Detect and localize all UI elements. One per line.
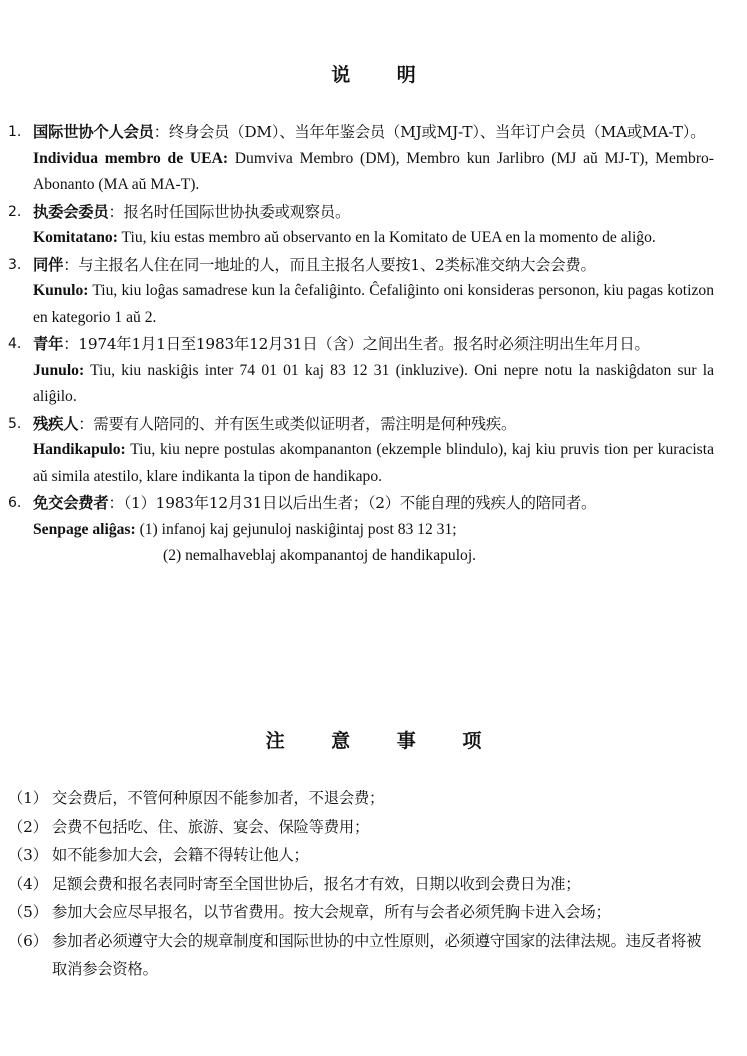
chinese-term: 国际世协个人会员: [33, 123, 154, 141]
chinese-text: ：与主报名人住在同一地址的人，而且主报名人要按1、2类标准交纳大会会费。: [63, 255, 596, 274]
chinese-definition: [33, 199, 714, 226]
chinese-text: ：报名时任国际世协执委或观察员。: [108, 202, 351, 221]
esperanto-text: Tiu, kiu loĝas samadrese kun la ĉefaliĝinto. Ĉefaliĝinto oni konsideras personon, kiu pagas kotizon en kategorio 1 aŭ 2.: [33, 282, 714, 326]
note-number: （2）: [8, 817, 48, 836]
note-number: （1）: [8, 789, 48, 807]
notes-list: [8, 784, 714, 984]
chinese-definition: [33, 252, 714, 279]
note-text: 参加大会应尽早报名，以节省费用。按大会规章，所有与会者必须凭胸卡进入会场；: [52, 903, 611, 921]
esperanto-definition: [33, 358, 714, 411]
note-number: （6）: [8, 931, 48, 950]
note-text: 足额会费和报名表同时寄至全国世协后，报名才有效，日期以收到会费日为准；: [52, 874, 581, 893]
esperanto-subitem: (2) nemalhaveblaj akompanantoj de handikapuloj.: [163, 547, 477, 564]
chinese-definition: [33, 411, 714, 438]
chinese-term: 执委会委员: [33, 202, 109, 221]
note-item: [8, 813, 714, 842]
note-text: 会费不包括吃、住、旅游、宴会、保险等费用；: [52, 817, 370, 836]
esperanto-definition: [33, 517, 714, 544]
note-text: 参加者必须遵守大会的规章制度和国际世协的中立性原则，必须遵守国家的法律法规。违反者将被取消参会资格。: [52, 931, 702, 978]
chinese-text: ：1974年1月1日至1983年12月31日（含）之间出生者。报名时必须注明出生年月日。: [63, 335, 650, 353]
definition-item: [8, 490, 714, 570]
chinese-text: ：（1）1983年12月31日以后出生者；（2）不能自理的残疾人的陪同者。: [108, 494, 597, 512]
item-number: 2.: [8, 203, 22, 220]
definition-item: [8, 119, 714, 199]
chinese-definition: [33, 119, 714, 146]
definition-item: [8, 199, 714, 252]
item-number: 5.: [8, 415, 22, 432]
notes-title: 注 意 事 项: [265, 730, 502, 752]
esperanto-term: Senpage aliĝas:: [33, 520, 136, 538]
note-item: [8, 870, 714, 899]
esperanto-term: Individua membro de UEA:: [33, 149, 229, 167]
chinese-term: 残疾人: [33, 414, 79, 433]
note-number: （3）: [8, 846, 48, 864]
esperanto-text: Dumviva Membro (DM), Membro kun Jarlibro (MJ aŭ MJ-T), Membro-Abonanto (MA aŭ MA-T).: [33, 149, 715, 193]
esperanto-term: Junulo:: [33, 361, 85, 379]
chinese-definition: [33, 490, 714, 517]
item-number: 3.: [8, 256, 22, 273]
esperanto-text: Tiu, kiu estas membro aŭ observanto en la Komitato de UEA en la momento de aliĝo.: [117, 229, 656, 246]
note-text: 如不能参加大会，会籍不得转让他人；: [52, 846, 309, 864]
esperanto-text: (1) infanoj kaj gejunuloj naskiĝintaj post 83 12 31;: [135, 520, 457, 538]
chinese-term: 青年: [33, 335, 64, 353]
definitions-list: [8, 119, 714, 570]
esperanto-term: Handikapulo:: [33, 441, 126, 458]
definition-item: [8, 252, 714, 332]
note-text: 交会费后，不管何种原因不能参加者，不退会费；: [52, 789, 385, 807]
item-number: 1.: [8, 124, 22, 140]
esperanto-text: Tiu, kiu naskiĝis inter 74 01 01 kaj 83 12 31 (inkluzive). Oni nepre notu la naskiĝdaton sur la aliĝilo.: [33, 361, 714, 405]
esperanto-definition: [33, 225, 714, 252]
esperanto-text: Tiu, kiu nepre postulas akompananton (ekzemple blindulo), kaj kiu pruvis tion per kuracista aŭ simila atestilo, klare indikanta la tipon de handikapo.: [33, 441, 714, 485]
note-number: （4）: [8, 874, 48, 893]
esperanto-term: Kunulo:: [33, 282, 89, 299]
esperanto-definition: [33, 278, 714, 331]
esperanto-term: Komitatano:: [33, 229, 118, 246]
item-number: 6.: [8, 495, 22, 511]
note-item: [8, 927, 714, 984]
item-number: 4.: [8, 336, 22, 352]
chinese-term: 同伴: [33, 255, 64, 274]
note-item: [8, 898, 714, 927]
note-item: [8, 784, 714, 813]
definition-item: [8, 331, 714, 411]
esperanto-definition: [33, 437, 714, 490]
chinese-text: ：终身会员（DM）、当年年鉴会员（MJ或MJ-T）、当年订户会员（MA或MA-T）。: [153, 123, 706, 141]
chinese-term: 免交会费者: [33, 494, 109, 512]
chinese-definition: [33, 331, 714, 358]
note-number: （5）: [8, 903, 48, 921]
note-item: [8, 841, 714, 870]
explanation-title: 说 明: [331, 64, 436, 86]
definition-item: [8, 411, 714, 491]
chinese-text: ：需要有人陪同的、并有医生或类似证明者，需注明是何种残疾。: [78, 414, 517, 433]
esperanto-definition: [33, 146, 714, 199]
